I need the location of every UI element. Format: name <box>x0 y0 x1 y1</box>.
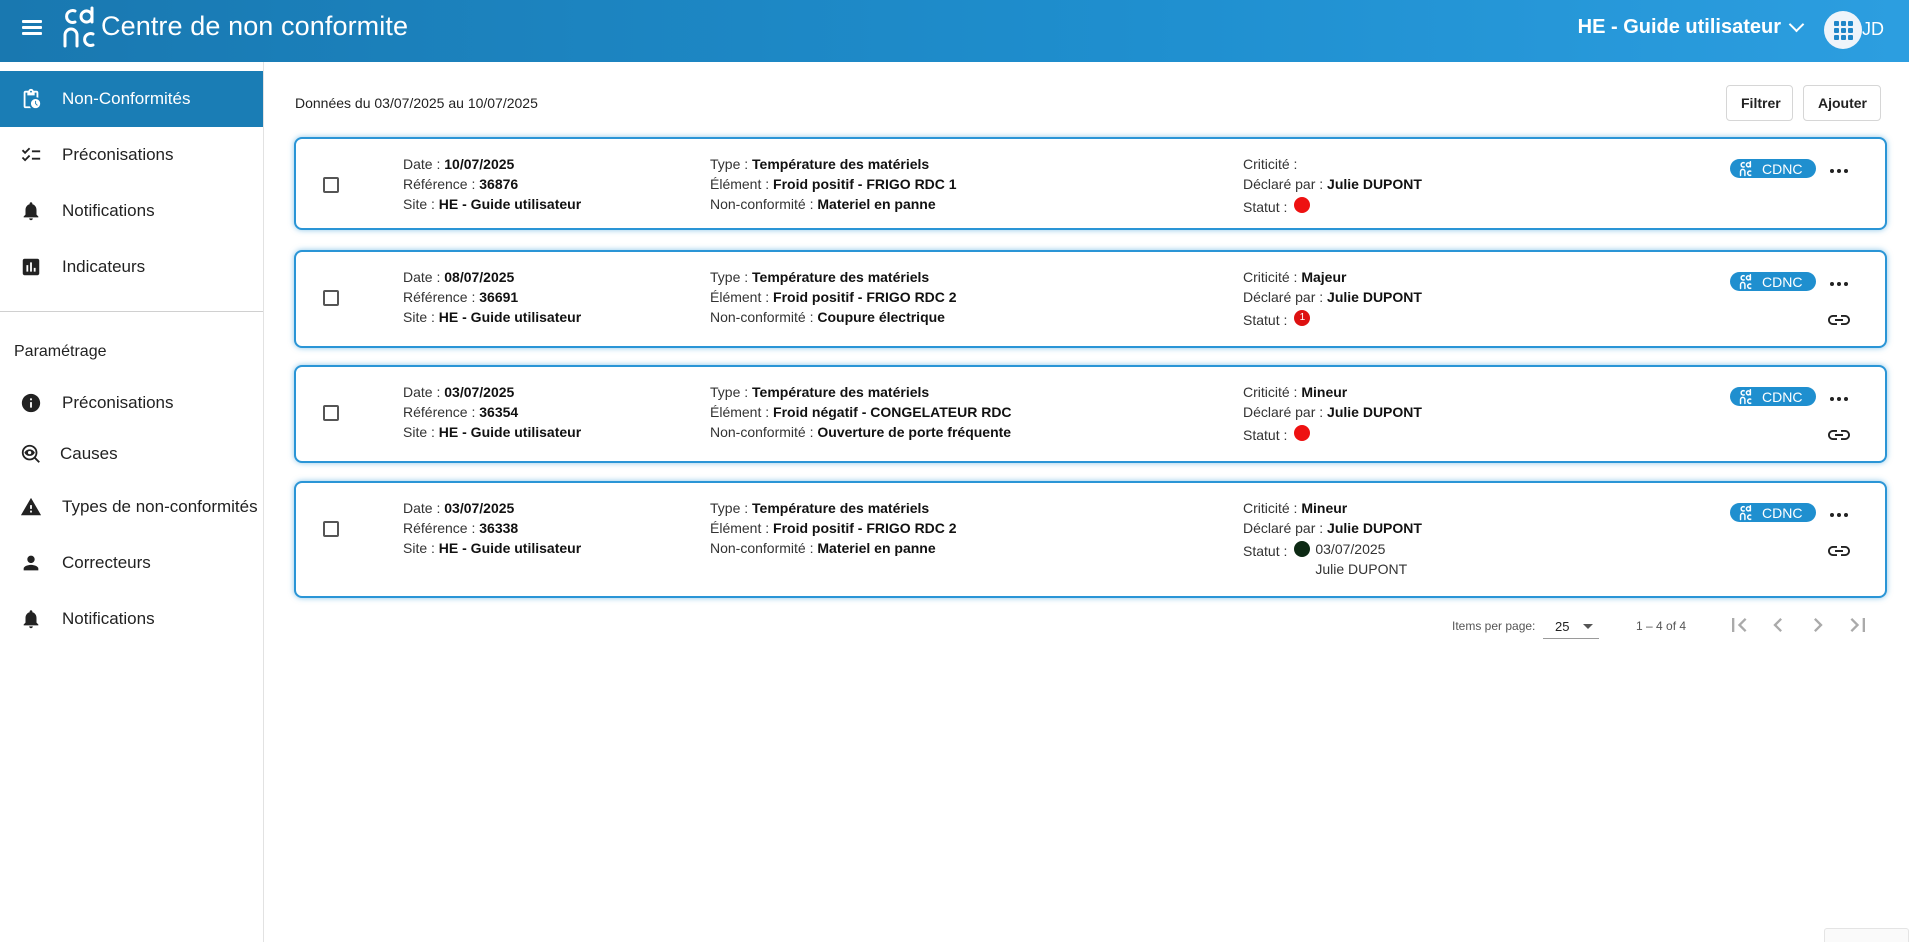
reference-line <box>403 287 581 307</box>
status-line <box>1243 538 1422 579</box>
sidebar-item-label: Causes <box>60 444 118 463</box>
items-per-page-label: Items per page: <box>1452 619 1536 633</box>
element-value: Froid négatif - CONGELATEUR RDC <box>773 404 1012 420</box>
field-label: Déclaré par : <box>1243 289 1328 305</box>
field-label: Statut : <box>1243 199 1288 215</box>
site-selector[interactable] <box>1578 16 1802 39</box>
clipboard-clock-icon <box>20 88 42 110</box>
card-col-identity <box>403 267 581 327</box>
sidebar-item-indicateurs[interactable] <box>0 239 263 295</box>
badge-label: CDNC <box>1762 504 1803 521</box>
field-label: Élément : <box>710 404 774 420</box>
card-col-details <box>710 382 1012 442</box>
badge-label: CDNC <box>1762 160 1803 177</box>
field-label: Statut : <box>1243 312 1288 328</box>
field-label: Date : <box>403 269 445 285</box>
sidebar-item-label: Non-Conformités <box>62 89 191 108</box>
sidebar-item-correcteurs[interactable] <box>0 535 263 591</box>
app-header <box>0 0 1909 62</box>
site-name: HE - Guide utilisateur <box>1577 16 1781 38</box>
link-icon[interactable] <box>1827 313 1851 327</box>
bar-chart-icon <box>20 256 42 278</box>
element-line <box>710 174 957 194</box>
menu-icon[interactable] <box>22 18 44 36</box>
status-dot-icon <box>1294 197 1310 213</box>
element-line <box>710 287 957 307</box>
field-label: Non-conformité : <box>710 540 818 556</box>
page-range-label: 1 – 4 of 4 <box>1636 619 1687 633</box>
sidebar-item-label: Correcteurs <box>62 553 151 572</box>
date-line <box>403 382 581 402</box>
sidebar-item-causes[interactable] <box>0 426 263 482</box>
nonconformity-value: Materiel en panne <box>817 196 936 212</box>
declared-by-value: Julie DUPONT <box>1327 520 1422 536</box>
site-value: HE - Guide utilisateur <box>438 309 582 325</box>
sidebar-item-label: Indicateurs <box>62 257 146 276</box>
sidebar-item-preconisations[interactable] <box>0 127 263 183</box>
field-label: Élément : <box>710 289 774 305</box>
site-value: HE - Guide utilisateur <box>438 196 582 212</box>
corner-widget <box>1824 928 1909 942</box>
declared-by-line <box>1243 518 1422 538</box>
user-avatar[interactable]: JD <box>1862 19 1884 39</box>
status-line <box>1243 307 1422 330</box>
card-col-details <box>710 154 957 214</box>
person-icon <box>20 552 42 574</box>
criticity-value: Mineur <box>1301 384 1348 400</box>
site-line <box>403 194 581 214</box>
more-options-icon[interactable] <box>1828 167 1850 175</box>
type-line <box>710 267 957 287</box>
app-title: Centre de non conformite <box>101 11 409 41</box>
field-label: Statut : <box>1243 427 1288 443</box>
select-checkbox[interactable] <box>323 290 339 306</box>
filter-button[interactable]: Filtrer <box>1726 85 1793 121</box>
sidebar-item-settings-preconisations[interactable] <box>0 375 263 431</box>
type-line <box>710 154 957 174</box>
declared-by-line <box>1243 402 1422 422</box>
declared-by-line <box>1243 174 1422 194</box>
element-value: Froid positif - FRIGO RDC 2 <box>773 289 957 305</box>
card-col-details <box>710 267 957 327</box>
declared-by-value: Julie DUPONT <box>1327 176 1422 192</box>
sidebar-divider <box>0 311 263 312</box>
field-label: Élément : <box>710 176 774 192</box>
field-label: Déclaré par : <box>1243 176 1328 192</box>
field-label: Non-conformité : <box>710 196 818 212</box>
info-icon <box>20 392 42 414</box>
type-line <box>710 498 957 518</box>
type-value: Température des matériels <box>752 156 930 172</box>
link-icon[interactable] <box>1827 544 1851 558</box>
type-line <box>710 382 1012 402</box>
sidebar-item-non-conformites[interactable] <box>0 71 263 127</box>
cdnc-logo-icon <box>1738 161 1754 177</box>
eye-search-icon <box>20 443 42 465</box>
declared-by-value: Julie DUPONT <box>1327 404 1422 420</box>
nonconformity-card[interactable] <box>294 365 1887 463</box>
last-page-icon <box>1844 611 1872 639</box>
field-label: Référence : <box>403 520 480 536</box>
card-col-identity <box>403 382 581 442</box>
field-label: Référence : <box>403 176 480 192</box>
status-dot-icon <box>1294 425 1310 441</box>
nonconformity-card[interactable] <box>294 250 1887 348</box>
site-value: HE - Guide utilisateur <box>438 424 582 440</box>
field-label: Criticité : <box>1243 500 1302 516</box>
date-value: 08/07/2025 <box>444 269 515 285</box>
apps-grid-button[interactable] <box>1824 11 1862 49</box>
site-line <box>403 307 581 327</box>
previous-page-button[interactable] <box>1764 611 1792 639</box>
sidebar-item-label: Notifications <box>62 201 155 220</box>
date-line <box>403 267 581 287</box>
field-label: Type : <box>710 384 753 400</box>
date-value: 10/07/2025 <box>444 156 515 172</box>
field-label: Référence : <box>403 289 480 305</box>
field-label: Date : <box>403 500 445 516</box>
chevron-left-icon <box>1764 611 1792 639</box>
site-value: HE - Guide utilisateur <box>438 540 582 556</box>
reference-value: 36876 <box>479 176 519 192</box>
field-label: Site : <box>403 540 439 556</box>
reference-value: 36338 <box>479 520 519 536</box>
sidebar-item-settings-notifications[interactable] <box>0 591 263 647</box>
status-count-value: 1 <box>1299 312 1306 323</box>
card-col-identity <box>403 498 581 558</box>
criticity-value: Mineur <box>1301 500 1348 516</box>
cdnc-badge[interactable] <box>1730 272 1816 291</box>
type-value: Température des matériels <box>752 384 930 400</box>
select-checkbox[interactable] <box>323 521 339 537</box>
card-col-status <box>1243 498 1422 579</box>
field-label: Criticité : <box>1243 269 1302 285</box>
site-line <box>403 422 581 442</box>
site-line <box>403 538 581 558</box>
element-line <box>710 402 1012 422</box>
add-button[interactable]: Ajouter <box>1803 85 1881 121</box>
status-line <box>1243 422 1422 445</box>
last-page-button[interactable] <box>1844 611 1872 639</box>
status-date-value: 03/07/2025 <box>1315 541 1386 557</box>
reference-value: 36354 <box>479 404 519 420</box>
status-dot-icon <box>1294 541 1310 557</box>
nonconformity-line <box>710 307 957 327</box>
field-label: Référence : <box>403 404 480 420</box>
sidebar-section-title: Paramétrage <box>14 343 107 360</box>
more-options-icon[interactable] <box>1828 395 1850 403</box>
field-label: Élément : <box>710 520 774 536</box>
nonconformity-card[interactable] <box>294 481 1887 598</box>
sidebar <box>0 62 264 942</box>
sidebar-item-types[interactable] <box>0 479 263 535</box>
criticity-line <box>1243 267 1422 287</box>
sidebar-item-label: Préconisations <box>62 393 174 412</box>
card-col-identity <box>403 154 581 214</box>
field-label: Déclaré par : <box>1243 520 1328 536</box>
card-col-details <box>710 498 957 558</box>
status-user-value: Julie DUPONT <box>1315 561 1408 577</box>
nonconformity-card[interactable] <box>294 137 1887 230</box>
nonconformity-line <box>710 422 1012 442</box>
more-options-icon[interactable] <box>1828 280 1850 288</box>
card-col-status <box>1243 382 1422 445</box>
field-label: Non-conformité : <box>710 309 818 325</box>
status-extra <box>1315 539 1407 579</box>
field-label: Type : <box>710 269 753 285</box>
criticity-line <box>1243 382 1422 402</box>
cdnc-logo-icon <box>1738 389 1754 405</box>
status-line <box>1243 194 1422 217</box>
bell-icon <box>20 608 42 630</box>
warning-icon <box>20 496 42 518</box>
field-label: Site : <box>403 309 439 325</box>
dropdown-arrow-icon <box>1583 624 1593 629</box>
apps-grid-icon <box>1834 21 1853 40</box>
field-label: Criticité : <box>1243 384 1302 400</box>
declared-by-value: Julie DUPONT <box>1327 289 1422 305</box>
reference-line <box>403 174 581 194</box>
date-value: 03/07/2025 <box>444 384 515 400</box>
element-value: Froid positif - FRIGO RDC 1 <box>773 176 957 192</box>
date-line <box>403 498 581 518</box>
date-line <box>403 154 581 174</box>
page-size-select[interactable] <box>1543 613 1599 639</box>
cdnc-logo-icon <box>1738 505 1754 521</box>
nonconformity-line <box>710 538 957 558</box>
select-checkbox[interactable] <box>323 177 339 193</box>
field-label: Déclaré par : <box>1243 404 1328 420</box>
element-line <box>710 518 957 538</box>
chevron-down-icon <box>1789 17 1805 33</box>
field-label: Non-conformité : <box>710 424 818 440</box>
card-col-status <box>1243 154 1422 217</box>
cdnc-logo <box>62 6 98 50</box>
declared-by-line <box>1243 287 1422 307</box>
nonconformity-value: Materiel en panne <box>817 540 936 556</box>
nonconformity-value: Coupure électrique <box>817 309 945 325</box>
first-page-icon <box>1725 611 1753 639</box>
field-label: Criticité : <box>1243 156 1298 172</box>
field-label: Site : <box>403 196 439 212</box>
bell-icon <box>20 200 42 222</box>
next-page-button[interactable] <box>1804 611 1832 639</box>
reference-line <box>403 402 581 422</box>
date-value: 03/07/2025 <box>444 500 515 516</box>
select-checkbox[interactable] <box>323 405 339 421</box>
more-options-icon[interactable] <box>1828 511 1850 519</box>
link-icon[interactable] <box>1827 428 1851 442</box>
criticity-value: Majeur <box>1301 269 1347 285</box>
sidebar-item-notifications[interactable] <box>0 183 263 239</box>
field-label: Date : <box>403 156 445 172</box>
nonconformity-value: Ouverture de porte fréquente <box>817 424 1012 440</box>
field-label: Date : <box>403 384 445 400</box>
sidebar-item-label: Types de non-conformités <box>62 497 258 516</box>
cdnc-badge[interactable] <box>1730 503 1816 522</box>
type-value: Température des matériels <box>752 269 930 285</box>
field-label: Type : <box>710 500 753 516</box>
cdnc-badge[interactable] <box>1730 159 1816 178</box>
sidebar-item-label: Notifications <box>62 609 155 628</box>
date-range-text: Données du 03/07/2025 au 10/07/2025 <box>295 95 538 111</box>
first-page-button[interactable] <box>1725 611 1753 639</box>
card-col-status <box>1243 267 1422 330</box>
badge-label: CDNC <box>1762 273 1803 290</box>
field-label: Statut : <box>1243 543 1288 559</box>
sidebar-item-label: Préconisations <box>62 145 174 164</box>
status-dot-icon <box>1294 310 1310 326</box>
cdnc-badge[interactable] <box>1730 387 1816 406</box>
page-size-value: 25 <box>1555 619 1570 634</box>
criticity-line <box>1243 498 1422 518</box>
reference-line <box>403 518 581 538</box>
element-value: Froid positif - FRIGO RDC 2 <box>773 520 957 536</box>
criticity-line <box>1243 154 1422 174</box>
reference-value: 36691 <box>479 289 519 305</box>
cdnc-logo-icon <box>1738 274 1754 290</box>
nonconformity-line <box>710 194 957 214</box>
chevron-right-icon <box>1804 611 1832 639</box>
checklist-icon <box>20 144 42 166</box>
field-label: Site : <box>403 424 439 440</box>
badge-label: CDNC <box>1762 388 1803 405</box>
field-label: Type : <box>710 156 753 172</box>
type-value: Température des matériels <box>752 500 930 516</box>
